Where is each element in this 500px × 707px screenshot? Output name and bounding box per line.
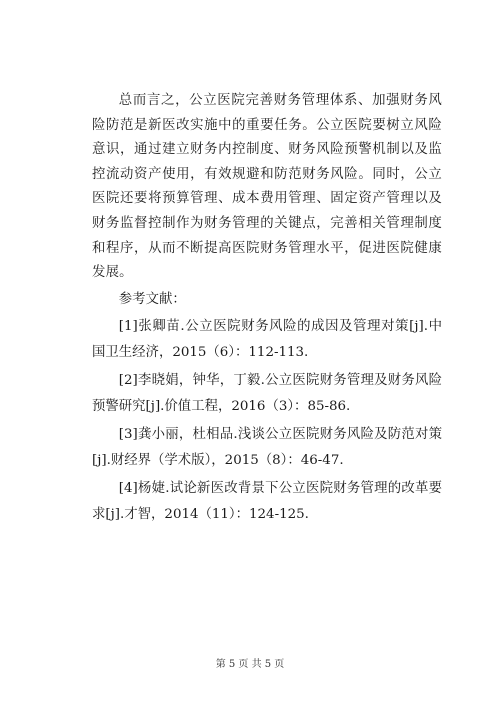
page-footer: 第 5 页 共 5 页	[215, 659, 285, 670]
reference-item: [2]李晓娟，钟华，丁毅.公立医院财务管理及财务风险预警研究[j].价值工程，2016（3）：85-86.	[92, 373, 442, 414]
page-content	[92, 89, 442, 530]
reference-item: [4]杨婕.试论新医改背景下公立医院财务管理的改革要求[j].才智，2014（11）：124-125.	[92, 481, 442, 522]
reference-item: [3]龚小丽，杜相品.浅谈公立医院财务风险及防范对策[j].财经界（学术版），2015（8）：46-47.	[92, 427, 442, 468]
reference-item: [1]张卿苗.公立医院财务风险的成因及管理对策[j].中国卫生经济，2015（6）：112-113.	[92, 319, 442, 360]
reference-list	[92, 314, 442, 527]
references-heading: 参考文献：	[118, 291, 186, 307]
body-paragraph: 总而言之，公立医院完善财务管理体系、加强财务风险防范是新医改实施中的重要任务。公立医院要树立风险意识，通过建立财务内控制度、财务风险预警机制以及监控流动资产使用，有效规避和防范财务风险。同时，公立医院还要将预算管理、成本费用管理、固定资产管理以及财务监督控制作为财务管理的关键点，完善相关管理制度和程序，从而不断提高医院财务管理水平，促进医院健康发展。	[92, 93, 442, 281]
